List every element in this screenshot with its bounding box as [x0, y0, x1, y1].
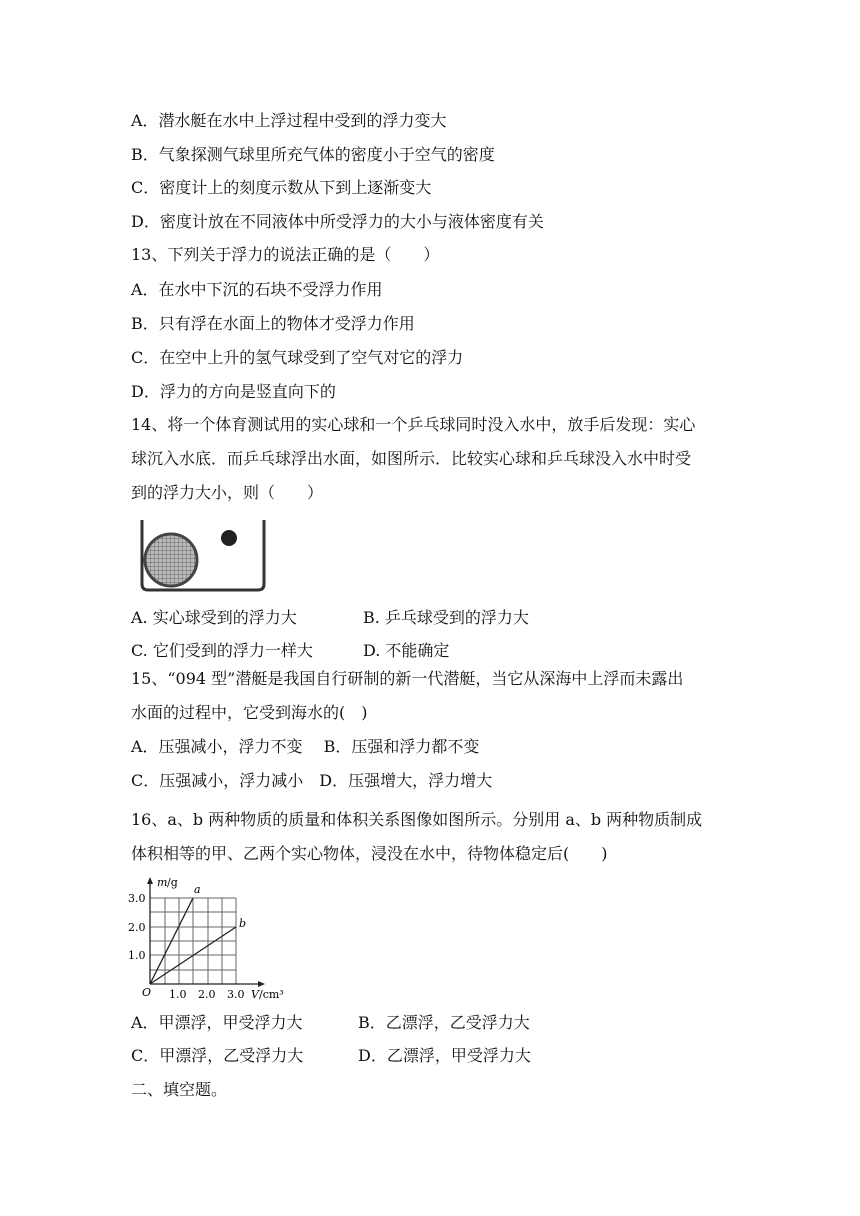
q16-option-c: C．甲漂浮，乙受浮力大 — [131, 1046, 304, 1065]
y-tick-3: 3.0 — [128, 892, 146, 905]
q14-beaker-figure — [138, 518, 268, 594]
y-tick-1: 1.0 — [128, 949, 146, 962]
q14-option-b: B. 乒乓球受到的浮力大 — [363, 608, 529, 627]
section-2-title: 二、填空题。 — [131, 1080, 228, 1099]
x-tick-3: 3.0 — [227, 988, 245, 1001]
x-axis-arrow — [258, 981, 265, 987]
q13-option-b: B．只有浮在水面上的物体才受浮力作用 — [131, 314, 415, 333]
q12-option-d: D．密度计放在不同液体中所受浮力的大小与液体密度有关 — [131, 212, 544, 231]
x-tick-2: 2.0 — [198, 988, 216, 1001]
q14-stem-line-2: 球沉入水底．而乒乓球浮出水面，如图所示．比较实心球和乒乓球没入水中时受 — [131, 449, 692, 468]
line-a-label: a — [194, 883, 201, 896]
q14-option-d: D. 不能确定 — [363, 641, 450, 660]
q16-option-d: D．乙漂浮，甲受浮力大 — [358, 1046, 531, 1065]
line-b-label: b — [239, 917, 247, 930]
q12-option-a: A．潜水艇在水中上浮过程中受到的浮力变大 — [131, 111, 447, 130]
q16-stem-line-2: 体积相等的甲、乙两个实心物体，浸没在水中，待物体稳定后( ) — [131, 844, 608, 863]
q15-stem-line-1: 15、“094 型”潜艇是我国自行研制的新一代潜艇，当它从深海中上浮而未露出 — [131, 669, 684, 688]
q15-options-row-1: A．压强减小，浮力不变 B．压强和浮力都不变 — [131, 737, 480, 756]
q12-option-c: C．密度计上的刻度示数从下到上逐渐变大 — [131, 178, 432, 197]
q15-options-row-2: C．压强减小，浮力减小 D．压强增大，浮力增大 — [131, 771, 493, 790]
q13-option-c: C．在空中上升的氢气球受到了空气对它的浮力 — [131, 348, 464, 367]
q16-option-a: A．甲漂浮，甲受浮力大 — [131, 1013, 303, 1032]
y-axis-label-m: m — [157, 876, 168, 889]
y-axis-label-unit: /g — [167, 876, 178, 889]
q13-option-d: D．浮力的方向是竖直向下的 — [131, 382, 336, 401]
q16-mass-volume-graph — [126, 872, 296, 1002]
y-tick-2: 2.0 — [128, 921, 146, 934]
q13-stem: 13、下列关于浮力的说法正确的是（ ） — [131, 245, 440, 264]
q14-option-a: A. 实心球受到的浮力大 — [131, 608, 297, 627]
q14-option-c: C. 它们受到的浮力一样大 — [131, 641, 313, 660]
q14-stem-line-1: 14、将一个体育测试用的实心球和一个乒乓球同时没入水中，放手后发现：实心 — [131, 415, 696, 434]
x-tick-1: 1.0 — [169, 988, 187, 1001]
graph-grid — [150, 898, 236, 984]
origin-label: O — [142, 986, 152, 999]
q12-option-b: B．气象探测气球里所充气体的密度小于空气的密度 — [131, 145, 495, 164]
solid-ball — [145, 534, 197, 586]
q15-stem-line-2: 水面的过程中，它受到海水的( ) — [131, 703, 368, 722]
y-axis-arrow — [147, 877, 153, 884]
q13-option-a: A．在水中下沉的石块不受浮力作用 — [131, 280, 383, 299]
x-axis-label-unit: /cm³ — [259, 988, 284, 1001]
x-axis-label-v: V — [251, 988, 259, 1001]
q14-stem-line-3: 到的浮力大小，则（ ） — [131, 483, 324, 502]
q16-stem-line-1: 16、a、b 两种物质的质量和体积关系图像如图所示。分别用 a、b 两种物质制成 — [131, 810, 703, 829]
ping-pong-ball — [221, 530, 237, 546]
q16-option-b: B．乙漂浮，乙受浮力大 — [358, 1013, 530, 1032]
